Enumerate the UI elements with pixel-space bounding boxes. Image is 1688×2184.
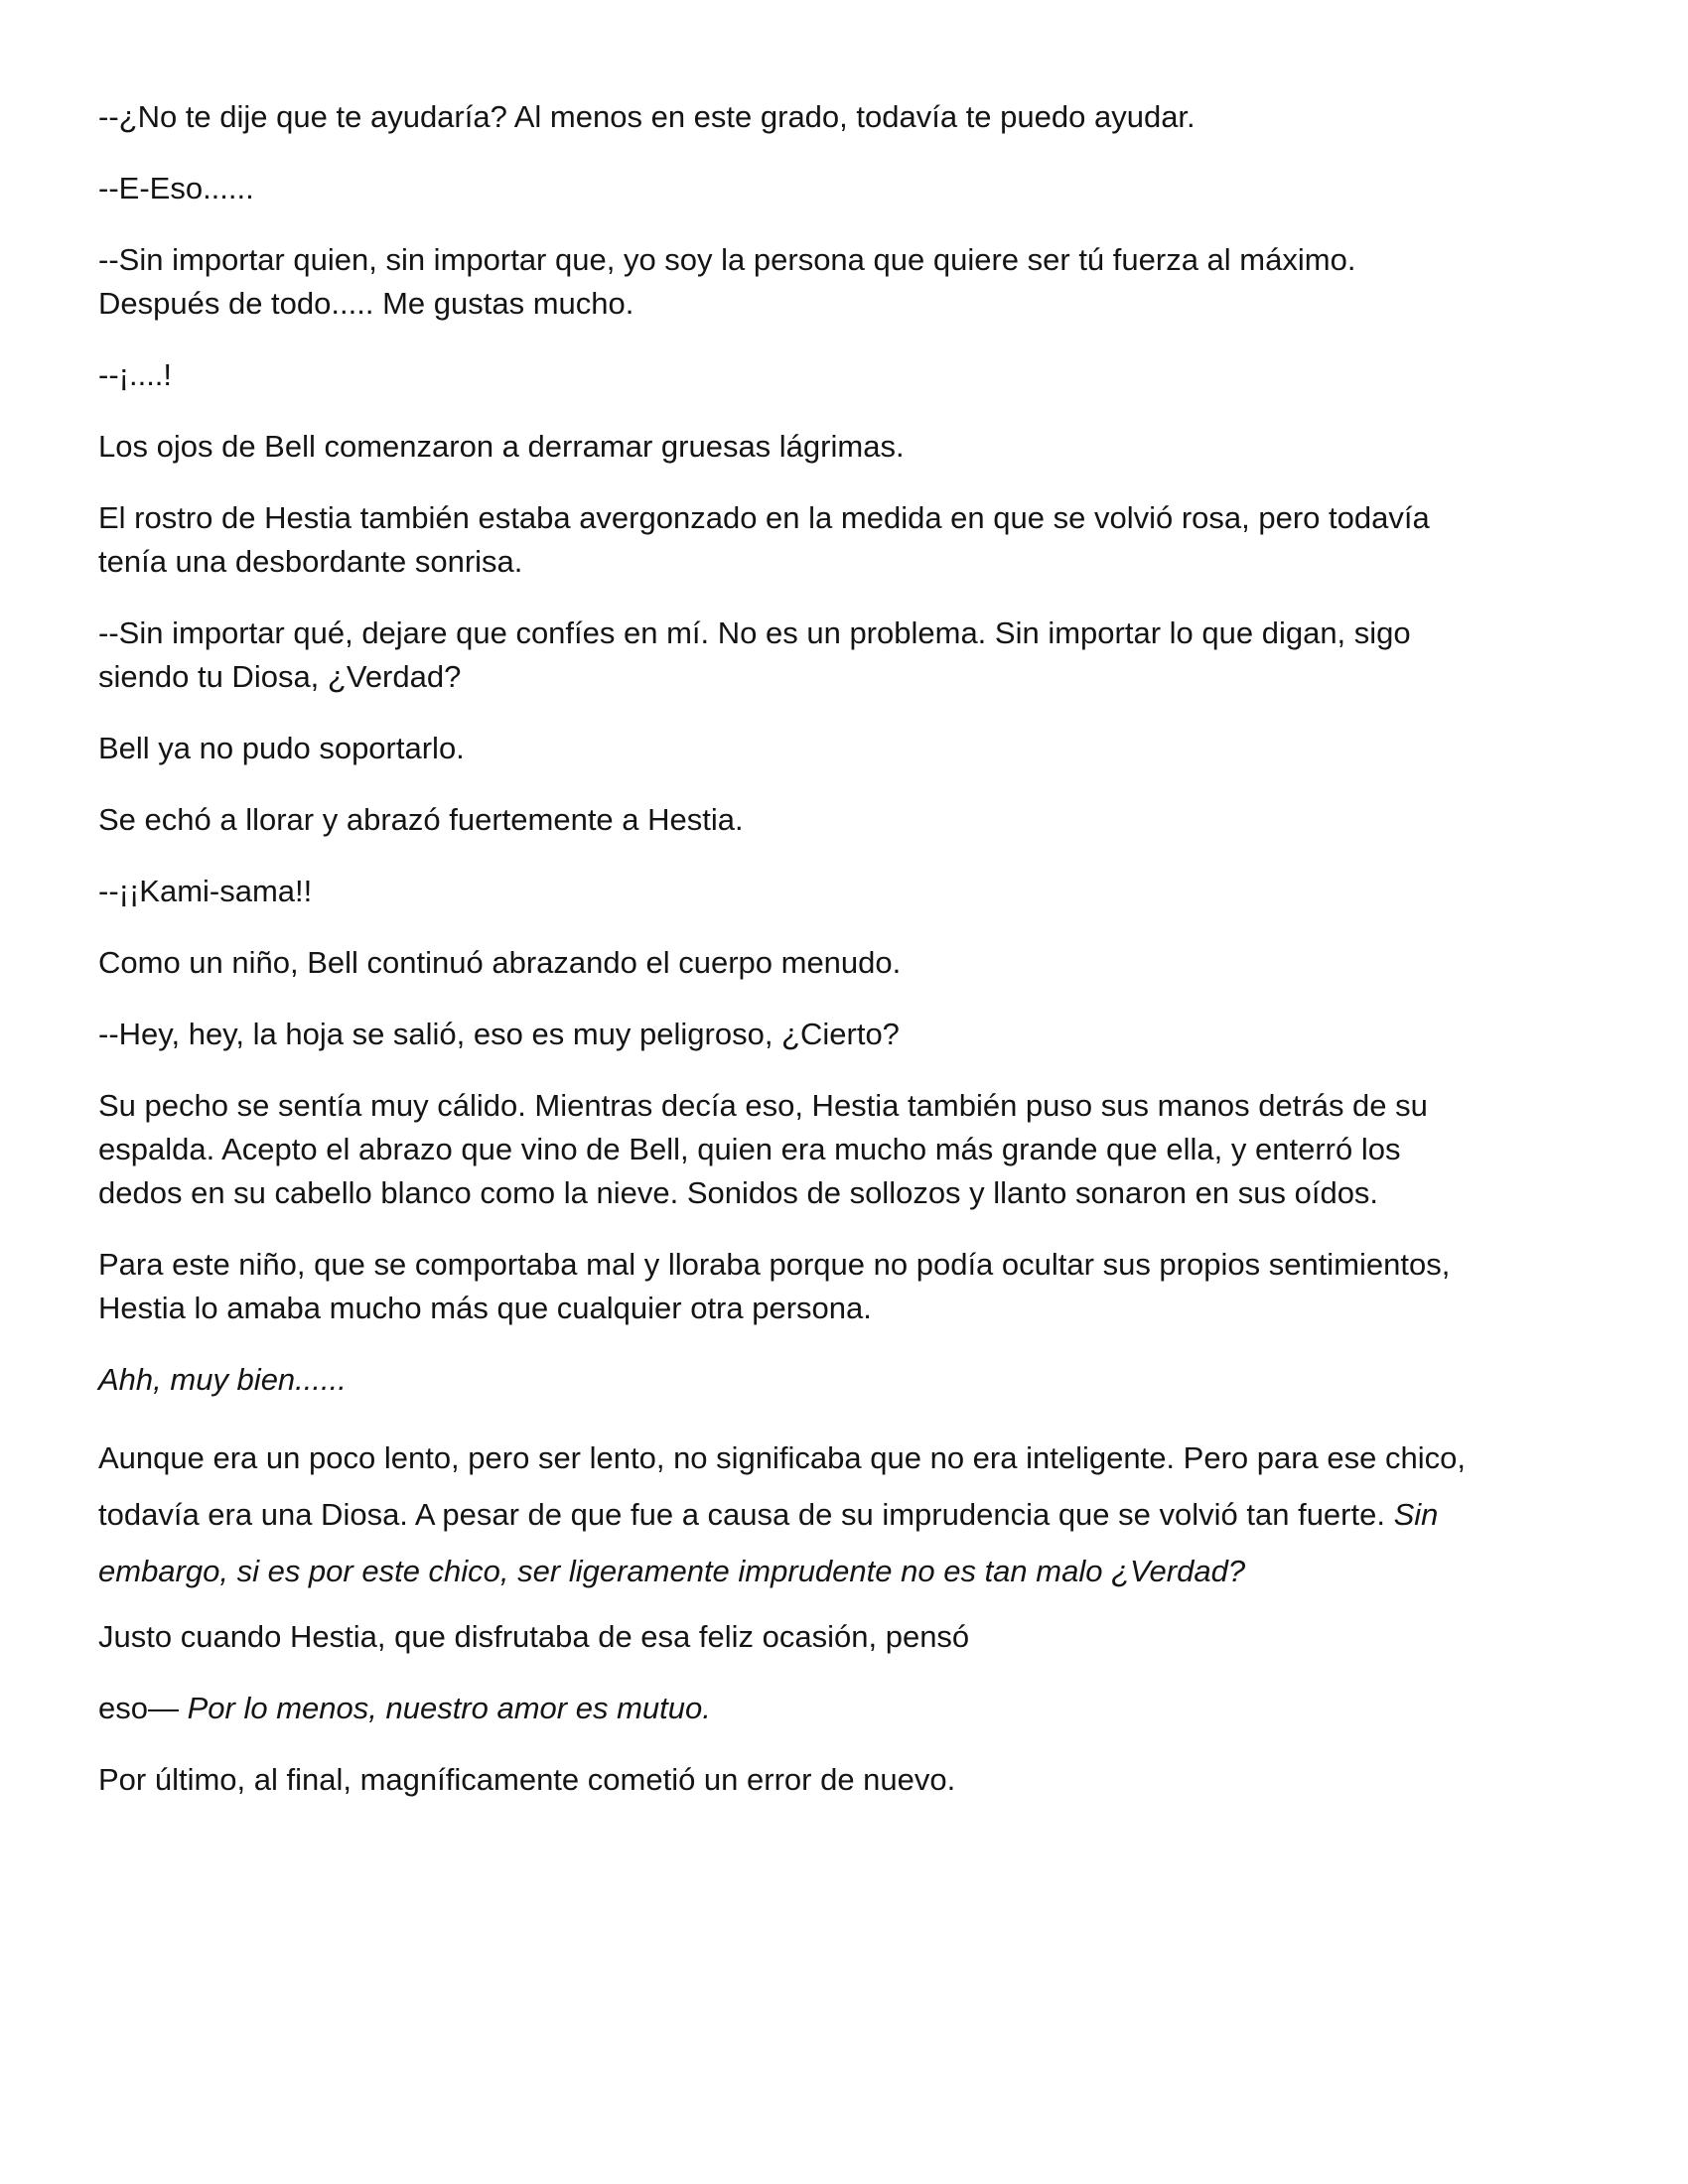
paragraph: --Hey, hey, la hoja se salió, eso es muy peligroso, ¿Cierto? xyxy=(98,1017,900,1051)
paragraph: Bell ya no pudo soportarlo. xyxy=(98,731,465,765)
paragraph: Justo cuando Hestia, que disfrutaba de esa feliz ocasión, pensó xyxy=(98,1619,970,1654)
paragraph: --Sin importar qué, dejare que confíes en mí. No es un problema. Sin importar lo que digan, sigo siendo tu Diosa, ¿Verdad? xyxy=(98,615,1411,694)
paragraph: --E-Eso...... xyxy=(98,171,254,205)
paragraph: --¿No te dije que te ayudaría? Al menos en este grado, todavía te puedo ayudar. xyxy=(98,99,1196,134)
paragraph: --¡¡Kami-sama!! xyxy=(98,874,313,908)
paragraph: --Sin importar quien, sin importar que, yo soy la persona que quiere ser tú fuerza al máximo. Después de todo..... Me gustas mucho. xyxy=(98,242,1356,321)
document-body xyxy=(98,95,1588,1830)
paragraph: Su pecho se sentía muy cálido. Mientras decía eso, Hestia también puso sus manos detrás de su espalda. Acepto el abrazo que vino de Bell, quien era mucho más grande que ella, y enterró los dedos en su cabello blanco como la nieve. Sonidos de sollozos y llanto sonaron en sus oídos. xyxy=(98,1088,1428,1210)
paragraph: Los ojos de Bell comenzaron a derramar gruesas lágrimas. xyxy=(98,429,905,464)
paragraph-italic: Ahh, muy bien...... xyxy=(98,1362,347,1397)
paragraph: --¡....! xyxy=(98,357,173,392)
paragraph: Se echó a llorar y abrazó fuertemente a Hestia. xyxy=(98,802,744,837)
paragraph: Por último, al final, magníficamente cometió un error de nuevo. xyxy=(98,1762,956,1797)
paragraph: Para este niño, que se comportaba mal y lloraba porque no podía ocultar sus propios sentimientos, Hestia lo amaba mucho más que cualquier otra persona. xyxy=(98,1247,1451,1325)
paragraph: El rostro de Hestia también estaba avergonzado en la medida en que se volvió rosa, pero todavía tenía una desbordante sonrisa. xyxy=(98,500,1430,579)
paragraph: Aunque era un poco lento, pero ser lento, no significaba que no era inteligente. Pero para ese chico, todavía era una Diosa. A pesar de que fue a causa de su imprudencia que se volvió tan fuerte. Sin embargo, si es por este chico, ser ligeramente imprudente no es tan malo ¿Verdad? xyxy=(98,1440,1466,1588)
paragraph: Como un niño, Bell continuó abrazando el cuerpo menudo. xyxy=(98,945,902,980)
paragraph: eso— Por lo menos, nuestro amor es mutuo. xyxy=(98,1691,711,1725)
